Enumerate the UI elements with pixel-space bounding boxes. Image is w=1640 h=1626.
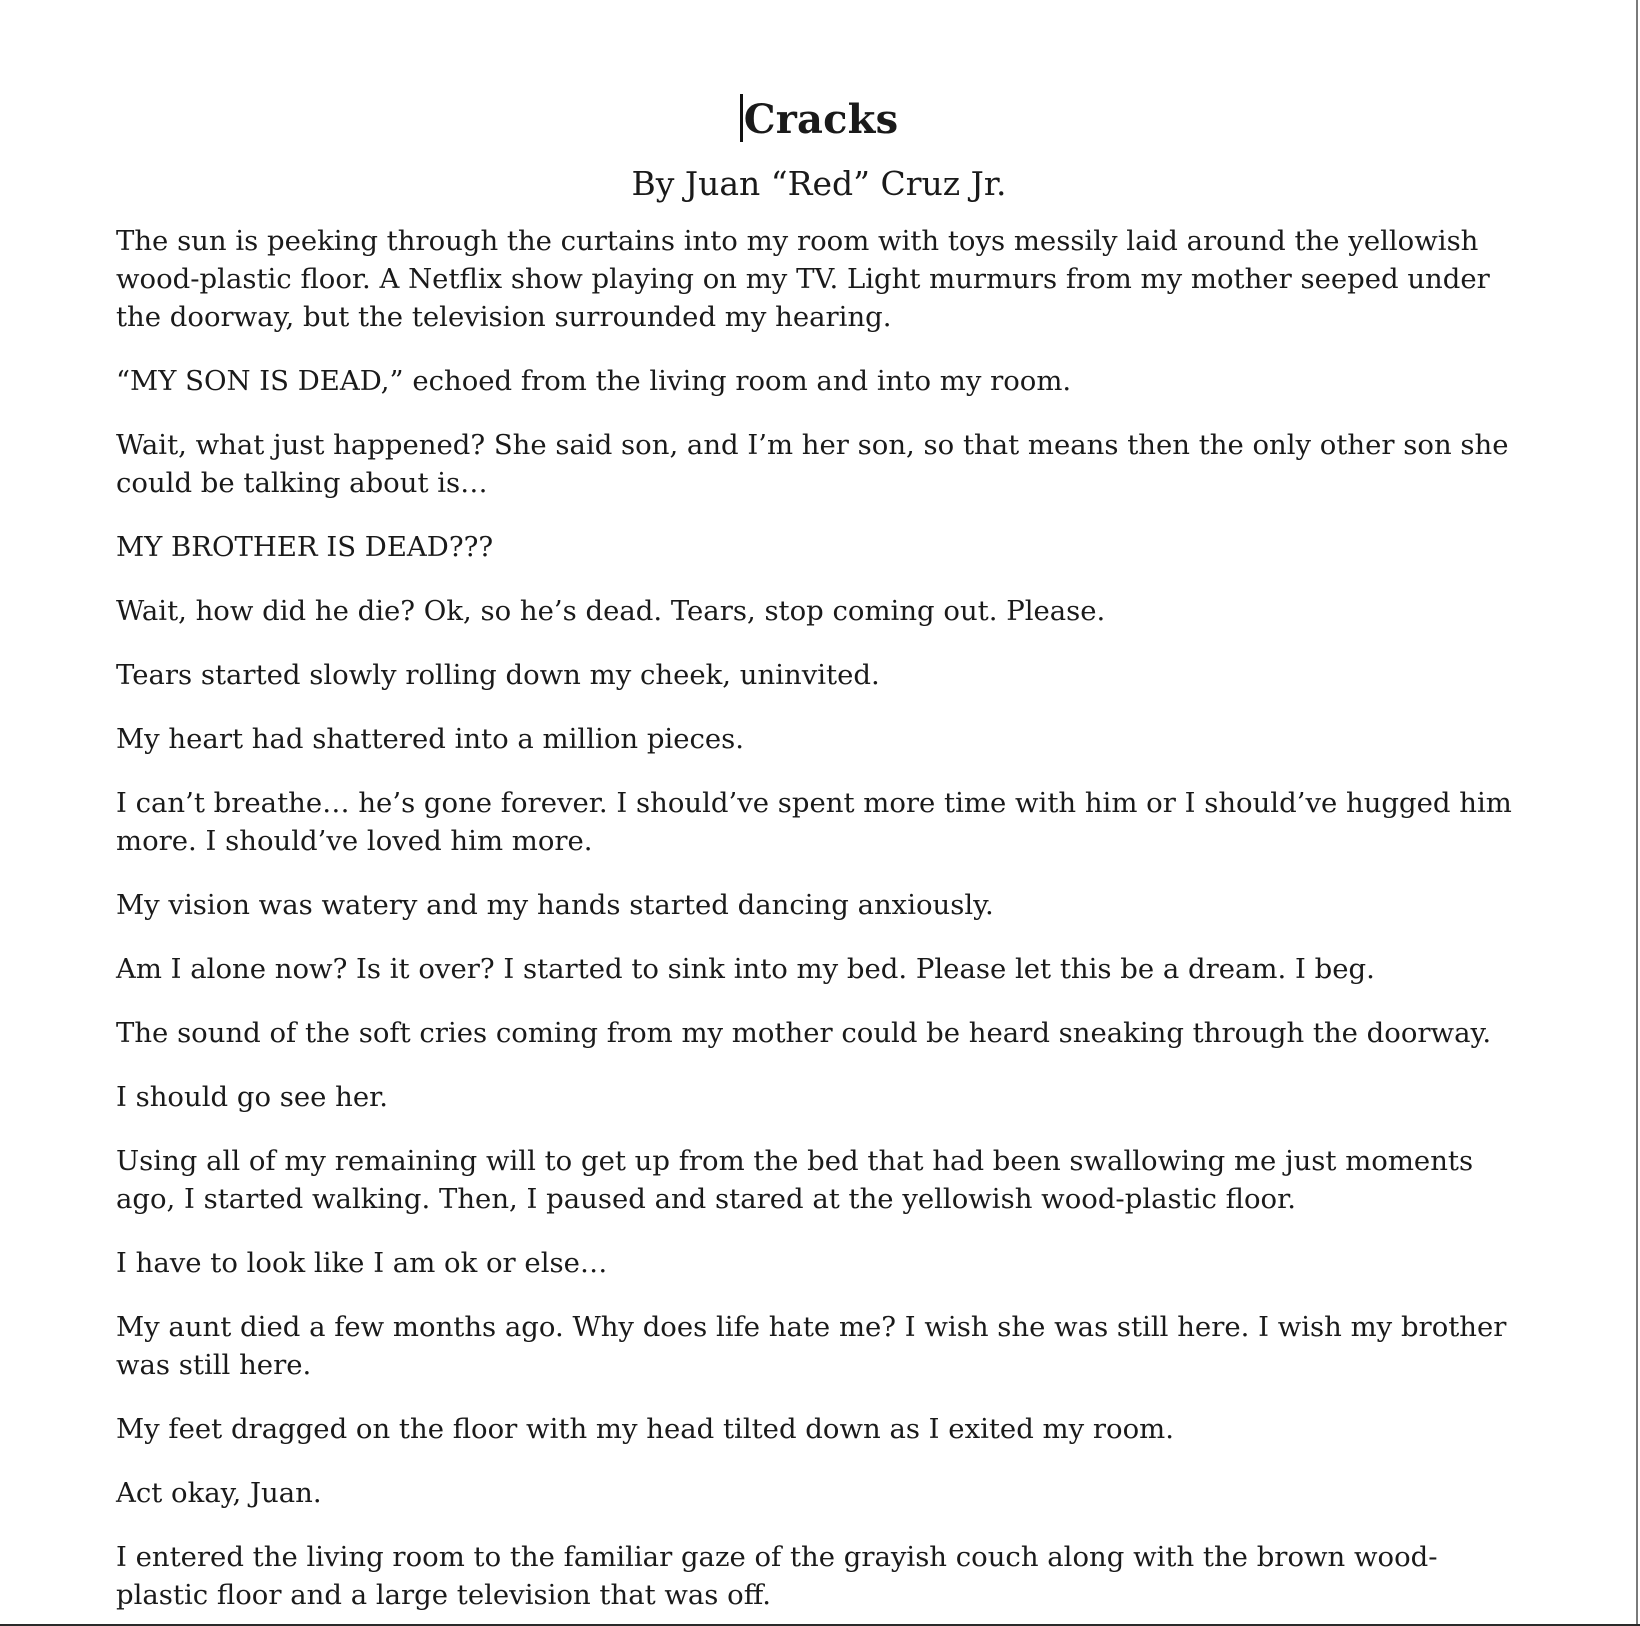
paragraph: My feet dragged on the floor with my head tilted down as I exited my room.	[116, 1413, 1174, 1445]
paragraph: My aunt died a few months ago. Why does life hate me? I wish she was still here. I wish my brother was still here.	[116, 1311, 1507, 1381]
document-title-text: Cracks	[743, 96, 899, 143]
paragraph: My heart had shattered into a million pieces.	[116, 723, 745, 755]
paragraph: I can’t breathe… he’s gone forever. I should’ve spent more time with him or I should’ve hugged him more. I should’ve loved him more.	[116, 787, 1512, 857]
paragraph: MY BROTHER IS DEAD???	[116, 531, 494, 563]
paragraph: The sound of the soft cries coming from my mother could be heard sneaking through the doorway.	[116, 1017, 1492, 1049]
text-cursor	[740, 94, 743, 142]
paragraph: The sun is peeking through the curtains into my room with toys messily laid around the yellowish wood-plastic floor. A Netflix show playing on my TV. Light murmurs from my mother seeped under the doorway, but the television surrounded my hearing.	[116, 225, 1490, 333]
document-title[interactable]	[116, 92, 1522, 148]
paragraph: Wait, how did he die? Ok, so he’s dead. Tears, stop coming out. Please.	[116, 595, 1106, 627]
paragraph: I entered the living room to the familiar gaze of the grayish couch along with the brown wood-plastic floor and a large television that was off.	[116, 1541, 1438, 1611]
paragraph: Act okay, Juan.	[116, 1477, 322, 1509]
paragraph: I should go see her.	[116, 1081, 388, 1113]
paragraph: Wait, what just happened? She said son, and I’m her son, so that means then the only other son she could be talking about is…	[116, 429, 1509, 499]
document-byline: By Juan “Red” Cruz Jr.	[631, 164, 1007, 203]
paragraph: Using all of my remaining will to get up from the bed that had been swallowing me just moments ago, I started walking. Then, I paused and stared at the yellowish wood-plastic floor.	[116, 1145, 1474, 1215]
paragraph: I have to look like I am ok or else…	[116, 1247, 608, 1279]
paragraph: “MY SON IS DEAD,” echoed from the living room and into my room.	[116, 365, 1072, 397]
document-body[interactable]	[116, 92, 1522, 1626]
paragraph: My vision was watery and my hands started dancing anxiously.	[116, 889, 994, 921]
paragraph: Tears started slowly rolling down my cheek, uninvited.	[116, 659, 880, 691]
paragraph: Am I alone now? Is it over? I started to sink into my bed. Please let this be a dream. I beg.	[116, 953, 1375, 985]
